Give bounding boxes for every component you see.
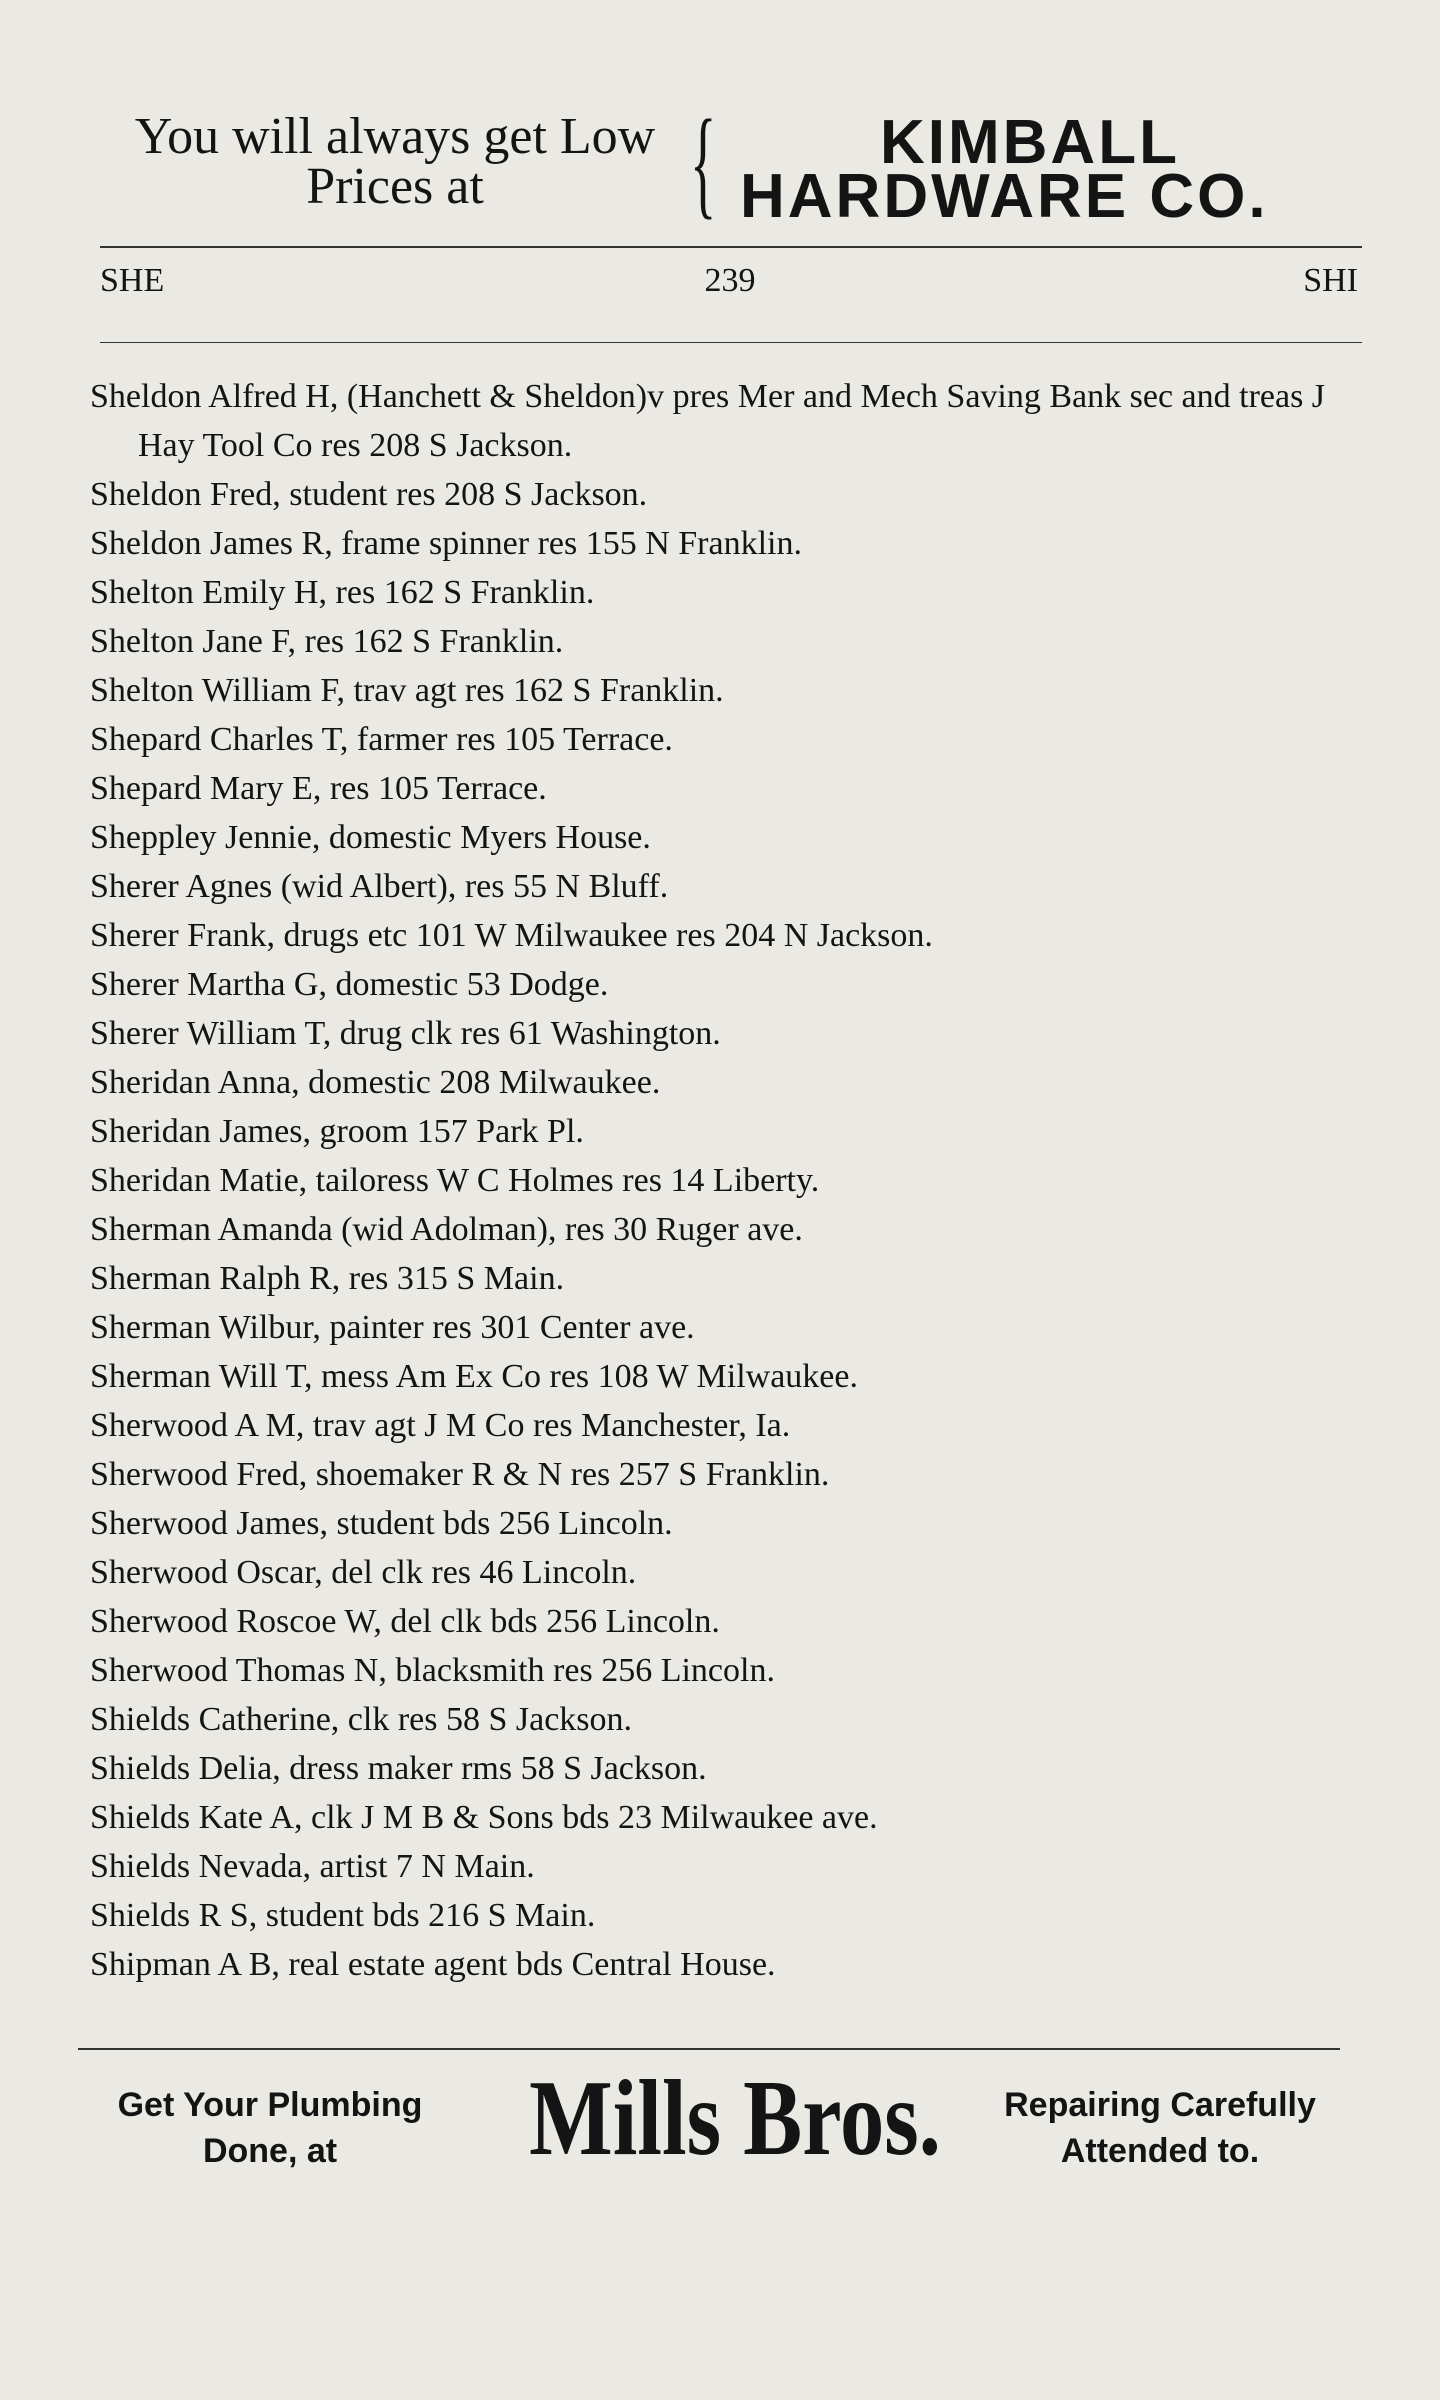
ad-plumbing-text — [70, 2082, 470, 2174]
directory-entry: Sherwood Thomas N, blacksmith res 256 Lincoln. — [90, 1652, 775, 1689]
running-head — [100, 262, 1360, 312]
directory-entry: Shepard Charles T, farmer res 105 Terrace. — [90, 721, 673, 758]
directory-entry: Sherwood Oscar, del clk res 46 Lincoln. — [90, 1554, 637, 1591]
ad-slogan — [100, 108, 690, 215]
directory-entry: Shields Kate A, clk J M B & Sons bds 23 Milwaukee ave. — [90, 1799, 878, 1836]
ad-slogan-line-1: You will always get Low — [134, 108, 656, 165]
ad-mills-bros-name: Mills Bros. — [529, 2059, 941, 2178]
directory-entry: Shelton William F, trav agt res 162 S Franklin. — [90, 672, 724, 709]
directory-entry: Sherwood Fred, shoemaker R & N res 257 S Franklin. — [90, 1456, 830, 1493]
ad-plumbing-line-1: Get Your Plumbing — [117, 2086, 423, 2124]
directory-entry: Shelton Emily H, res 162 S Franklin. — [90, 574, 595, 611]
page-number: 239 — [704, 262, 756, 299]
directory-entry: Sherer William T, drug clk res 61 Washington. — [90, 1015, 721, 1052]
running-head-left: SHE — [100, 262, 165, 299]
directory-entry: Sherman Ralph R, res 315 S Main. — [90, 1260, 565, 1297]
directory-entry: Sherer Frank, drugs etc 101 W Milwaukee res 204 N Jackson. — [90, 917, 933, 954]
directory-entry: Shields Catherine, clk res 58 S Jackson. — [90, 1701, 633, 1738]
directory-entry: Shields Nevada, artist 7 N Main. — [90, 1848, 535, 1885]
directory-entry: Sherwood A M, trav agt J M Co res Manchester, Ia. — [90, 1407, 791, 1444]
ad-slogan-line-2: Prices at — [306, 158, 484, 215]
ad-company-line-2: HARDWARE CO. — [740, 162, 1269, 231]
directory-entry: Shelton Jane F, res 162 S Franklin. — [90, 623, 564, 660]
directory-entry: Sheppley Jennie, domestic Myers House. — [90, 819, 651, 856]
directory-entry: Sheldon James R, frame spinner res 155 N Franklin. — [90, 525, 802, 562]
directory-entry: Sheldon Alfred H, (Hanchett & Sheldon)v pres Mer and Mech Saving Bank sec and treas J Hay Tool Co res 208 S Jackson. — [90, 378, 1326, 464]
ad-plumbing-line-2: Done, at — [202, 2132, 338, 2170]
directory-entry: Sherer Agnes (wid Albert), res 55 N Bluff. — [90, 868, 669, 905]
top-advertisement — [100, 95, 1360, 232]
ad-repairing-line-2: Attended to. — [1060, 2132, 1260, 2170]
directory-entry: Sherer Martha G, domestic 53 Dodge. — [90, 966, 609, 1003]
footer-rule — [78, 2048, 1340, 2050]
directory-entry: Shields R S, student bds 216 S Main. — [90, 1897, 596, 1934]
ad-repairing-line-1: Repairing Carefully — [1004, 2086, 1316, 2124]
ad-company-line-1: KIMBALL — [880, 108, 1180, 177]
directory-entries — [90, 372, 1365, 1989]
running-head-right: SHI — [1303, 262, 1358, 299]
directory-entry: Sheldon Fred, student res 208 S Jackson. — [90, 476, 648, 513]
ad-repairing-text — [960, 2082, 1360, 2174]
ad-company-name — [740, 108, 1380, 231]
directory-entry: Sheridan Matie, tailoress W C Holmes res 14 Liberty. — [90, 1162, 820, 1199]
directory-entry: Sherwood James, student bds 256 Lincoln. — [90, 1505, 673, 1542]
header-rule-top — [100, 246, 1362, 248]
directory-entry: Sherman Wilbur, painter res 301 Center ave. — [90, 1309, 695, 1346]
directory-entry: Sherman Amanda (wid Adolman), res 30 Ruger ave. — [90, 1211, 803, 1248]
directory-entry: Shipman A B, real estate agent bds Central House. — [90, 1946, 776, 1983]
bottom-advertisement — [70, 2059, 1360, 2190]
directory-entry: Shepard Mary E, res 105 Terrace. — [90, 770, 547, 807]
directory-entry: Sherwood Roscoe W, del clk bds 256 Lincoln. — [90, 1603, 720, 1640]
brace-glyph: { — [690, 95, 717, 230]
directory-entry: Sheridan James, groom 157 Park Pl. — [90, 1113, 584, 1150]
directory-entry: Sheridan Anna, domestic 208 Milwaukee. — [90, 1064, 661, 1101]
directory-entry: Shields Delia, dress maker rms 58 S Jackson. — [90, 1750, 707, 1787]
header-rule-bottom — [100, 342, 1362, 343]
directory-entry: Sherman Will T, mess Am Ex Co res 108 W Milwaukee. — [90, 1358, 858, 1395]
